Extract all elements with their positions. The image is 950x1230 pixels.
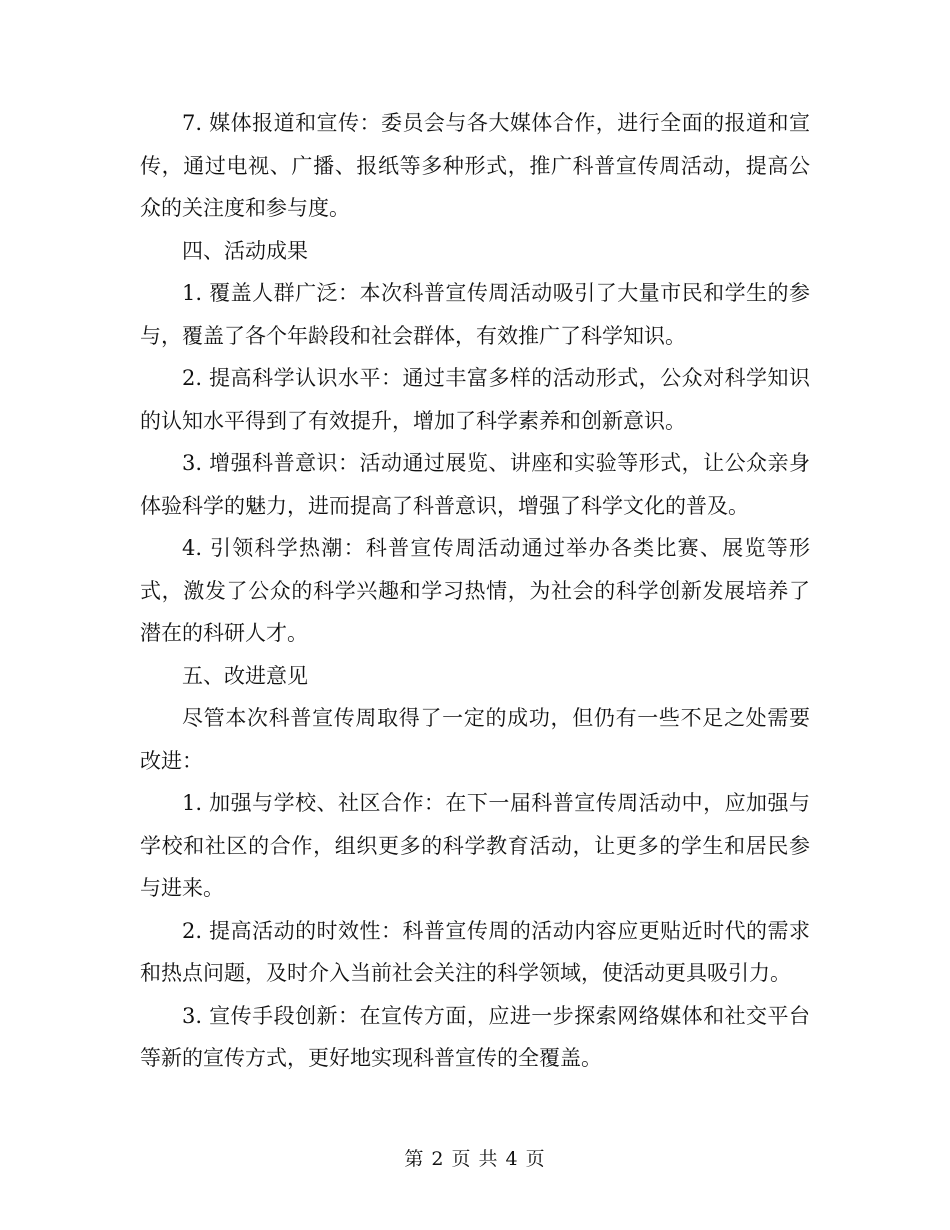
paragraph-improvement-1: 1. 加强与学校、社区合作：在下一届科普宣传周活动中，应加强与学校和社区的合作，组织更多的科学教育活动，让更多的学生和居民参与进来。	[140, 791, 810, 900]
section-heading-improvements: 五、改进意见	[182, 663, 308, 688]
paragraph-improvement-3: 3. 宣传手段创新：在宣传方面，应进一步探索网络媒体和社交平台等新的宣传方式，更好地实现科普宣传的全覆盖。	[140, 1003, 810, 1070]
section-heading-results: 四、活动成果	[182, 238, 308, 263]
page-number-footer: 第 2 页 共 4 页	[404, 1148, 546, 1170]
paragraph-result-4: 4. 引领科学热潮：科普宣传周活动通过举办各类比赛、展览等形式，激发了公众的科学兴趣和学习热情，为社会的科学创新发展培养了潜在的科研人才。	[140, 536, 810, 645]
paragraph-result-1: 1. 覆盖人群广泛：本次科普宣传周活动吸引了大量市民和学生的参与，覆盖了各个年龄段和社会群体，有效推广了科学知识。	[140, 281, 810, 348]
paragraph-improvement-intro: 尽管本次科普宣传周取得了一定的成功，但仍有一些不足之处需要改进：	[140, 706, 810, 773]
paragraph-improvement-2: 2. 提高活动的时效性：科普宣传周的活动内容应更贴近时代的需求和热点问题，及时介入当前社会关注的科学领域，使活动更具吸引力。	[140, 918, 810, 985]
paragraph-result-2: 2. 提高科学认识水平：通过丰富多样的活动形式，公众对科学知识的认知水平得到了有效提升，增加了科学素养和创新意识。	[140, 366, 810, 433]
paragraph-media-coverage: 7. 媒体报道和宣传：委员会与各大媒体合作，进行全面的报道和宣传，通过电视、广播、报纸等多种形式，推广科普宣传周活动，提高公众的关注度和参与度。	[140, 111, 810, 220]
paragraph-result-3: 3. 增强科普意识：活动通过展览、讲座和实验等形式，让公众亲身体验科学的魅力，进而提高了科普意识，增强了科学文化的普及。	[140, 451, 810, 518]
document-body	[140, 102, 810, 1080]
